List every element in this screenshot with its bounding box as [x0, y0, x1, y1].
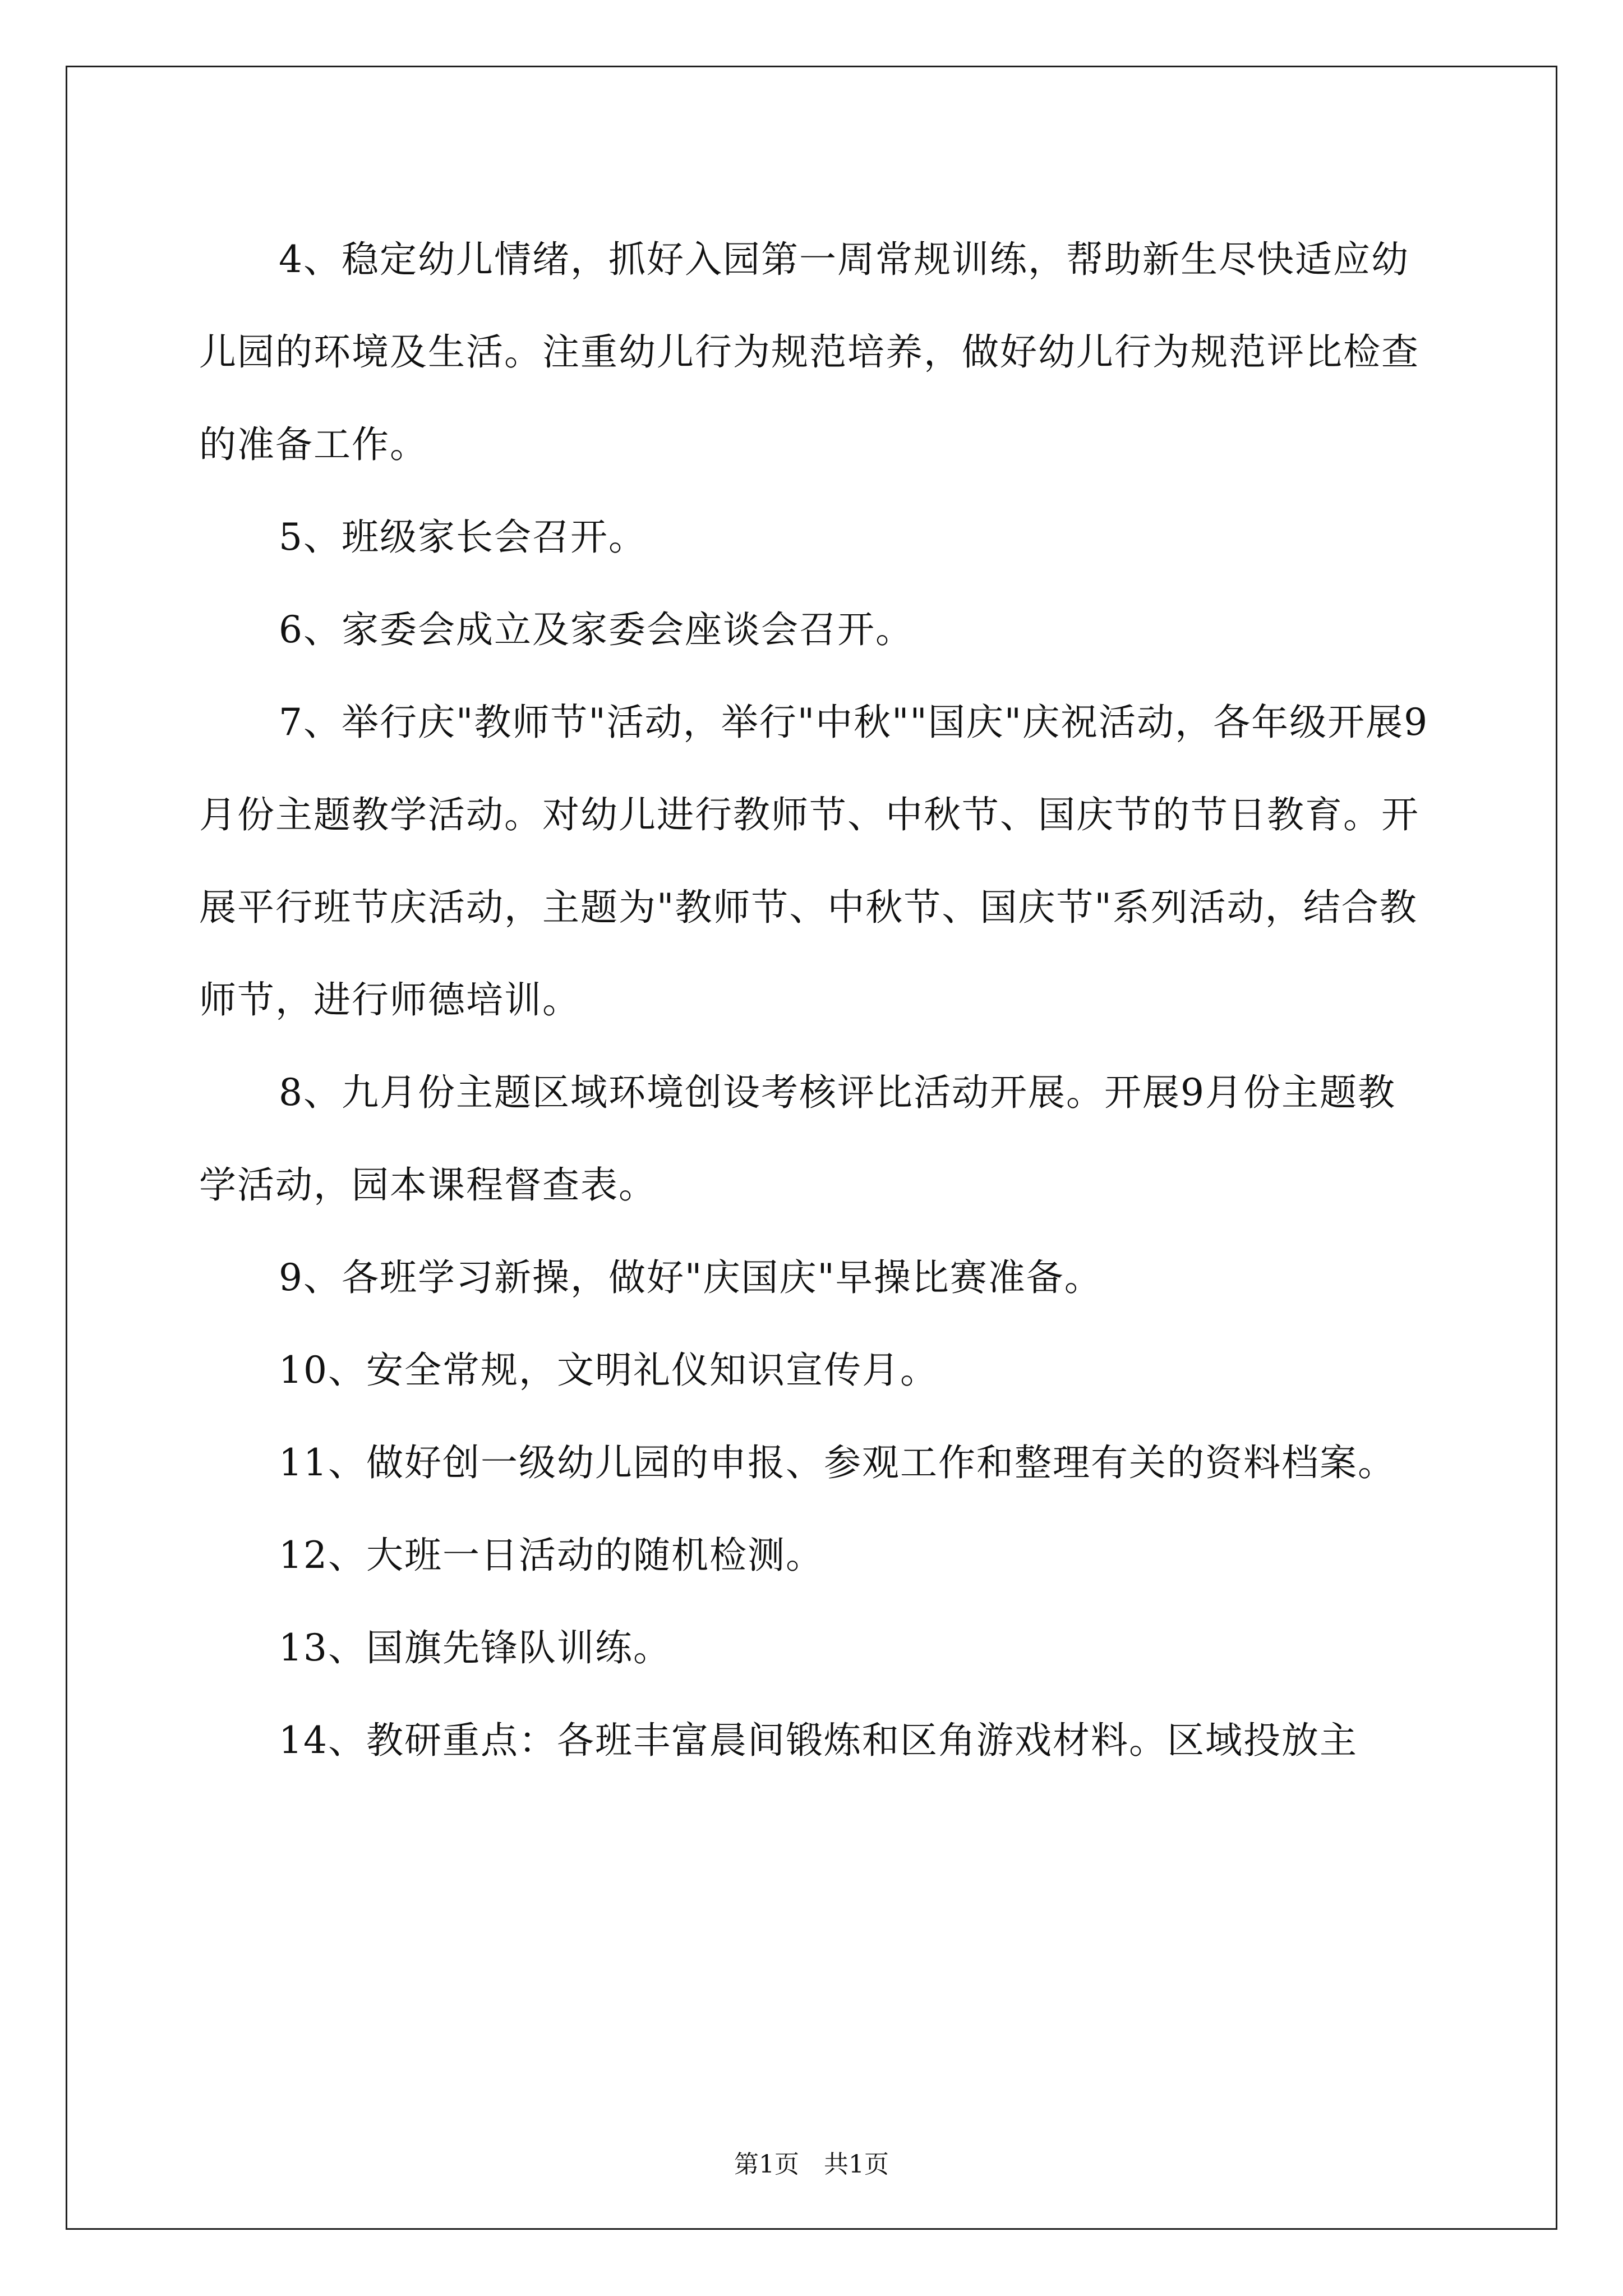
page-number-footer: 第1页 共1页	[734, 2150, 889, 2179]
paragraph-item-11: 11、做好创一级幼儿园的申报、参观工作和整理有关的资料档案。	[279, 1441, 1396, 1484]
paragraph-item-8: 8、九月份主题区域环境创设考核评比活动开展。开展9月份主题教学活动，园本课程督查表。	[199, 1071, 1396, 1207]
paragraph-item-14: 14、教研重点：各班丰富晨间锻炼和区角游戏材料。区域投放主	[279, 1719, 1358, 1762]
paragraph-item-4: 4、稳定幼儿情绪，抓好入园第一周常规训练，帮助新生尽快适应幼儿园的环境及生活。注重幼儿行为规范培养，做好幼儿行为规范评比检查的准备工作。	[199, 238, 1419, 466]
paragraph-item-9: 9、各班学习新操，做好"庆国庆"早操比赛准备。	[279, 1256, 1103, 1299]
paragraph-item-12: 12、大班一日活动的随机检测。	[279, 1534, 824, 1577]
paragraph-item-5: 5、班级家长会召开。	[279, 516, 647, 559]
document-body	[199, 213, 1433, 1787]
paragraph-item-13: 13、国旗先锋队训练。	[279, 1626, 671, 1669]
paragraph-item-7: 7、举行庆"教师节"活动，举行"中秋""国庆"庆祝活动，各年级开展9月份主题教学活动。对幼儿进行教师节、中秋节、国庆节的节日教育。开展平行班节庆活动，主题为"教师节、中秋节、国庆节"系列活动，结合教师节，进行师德培训。	[199, 701, 1429, 1022]
paragraph-item-10: 10、安全常规，文明礼仪知识宣传月。	[279, 1349, 938, 1392]
paragraph-item-6: 6、家委会成立及家委会座谈会召开。	[279, 608, 914, 651]
